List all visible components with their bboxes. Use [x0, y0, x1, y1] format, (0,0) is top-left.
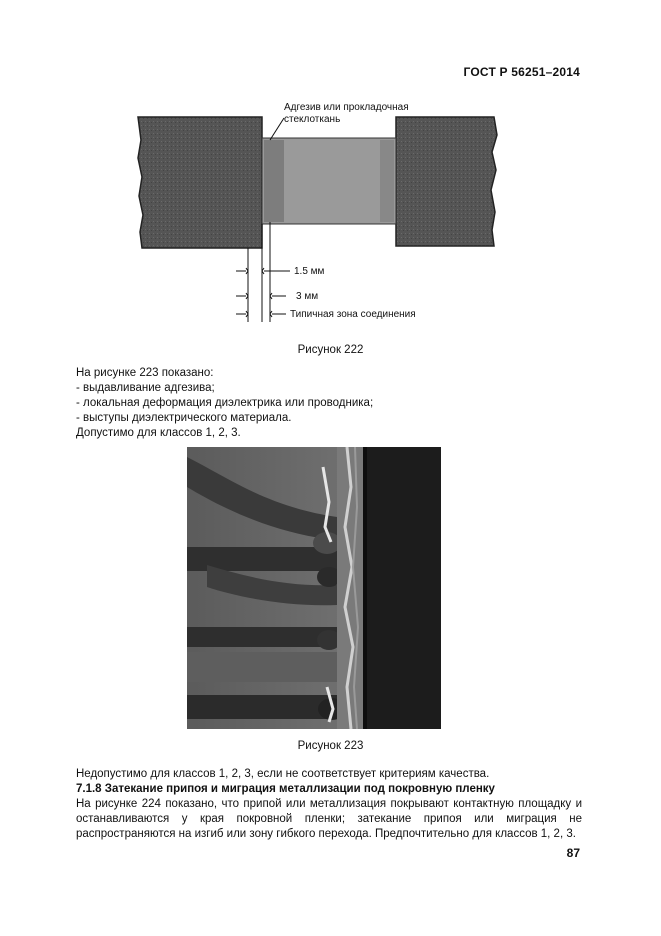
- adhesive-label-line2: стеклоткань: [284, 114, 341, 125]
- section-7-1-8: [76, 767, 582, 842]
- section-heading: 7.1.8 Затекание припоя и миграция металлизации под покровную пленку: [76, 783, 495, 795]
- list-item: - выдавливание адгезива;: [76, 382, 215, 394]
- list-item: - выступы диэлектрического материала.: [76, 412, 292, 424]
- adhesive-label-line1: Адгезив или прокладочная: [284, 102, 409, 113]
- dimension-1-5mm: [236, 266, 325, 277]
- unacceptable-note: Недопустимо для классов 1, 2, 3, если не соответствует критериям качества.: [76, 768, 490, 780]
- section-paragraph: На рисунке 224 показано, что припой или металлизация покрывают контактную площадку и останавливаются у края покровной пленки; затекание припоя или миграция не распространяются на изгиб или зону гибкого перехода. Предпочтительно для классов 1, 2, 3.: [76, 798, 582, 840]
- figure-223-photo: [187, 447, 441, 729]
- right-substrate-block: [396, 117, 497, 246]
- page-number: 87: [566, 846, 580, 860]
- figure-222: [0, 0, 661, 340]
- left-substrate-block: [138, 117, 262, 248]
- svg-text:3 мм: 3 мм: [296, 291, 319, 302]
- acceptable-note: Допустимо для классов 1, 2, 3.: [76, 427, 241, 439]
- svg-text:1.5 мм: 1.5 мм: [294, 266, 325, 277]
- figure-223-caption: Рисунок 223: [297, 740, 364, 752]
- svg-text:Типичная зона соединения: Типичная зона соединения: [290, 309, 416, 320]
- list-item: - локальная деформация диэлектрика или проводника;: [76, 397, 374, 409]
- standard-number: ГОСТ Р 56251–2014: [463, 65, 580, 79]
- figure-222-caption: Рисунок 222: [297, 344, 364, 356]
- dimension-typical-zone: [236, 309, 416, 320]
- figure-223-description: [76, 366, 582, 441]
- intro-line: На рисунке 223 показано:: [76, 367, 214, 379]
